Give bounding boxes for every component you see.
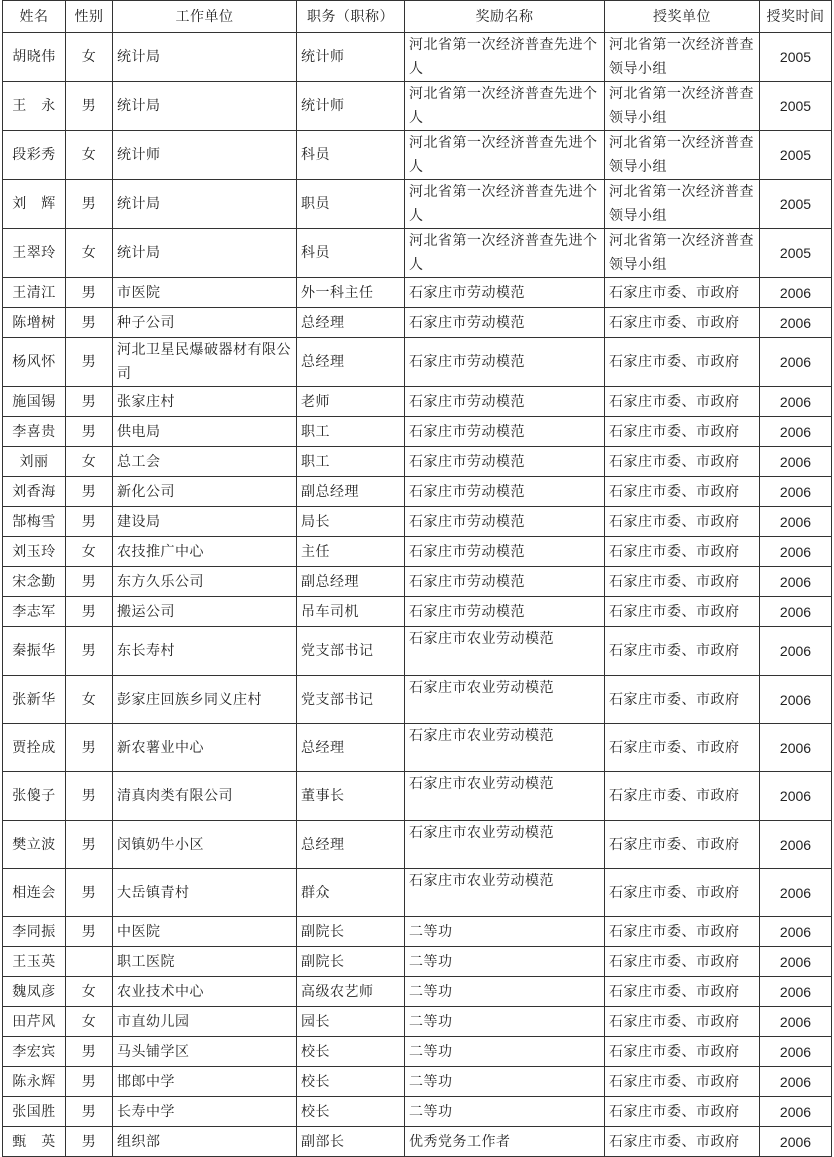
cell-grantor: 石家庄市委、市政府 xyxy=(605,477,760,507)
column-header-grantor: 授奖单位 xyxy=(605,1,760,33)
cell-name: 李喜贵 xyxy=(3,417,66,447)
cell-name: 刘香海 xyxy=(3,477,66,507)
cell-title: 科员 xyxy=(297,131,405,180)
table-row xyxy=(3,338,832,387)
cell-gender: 女 xyxy=(66,537,113,567)
cell-award: 二等功 xyxy=(405,977,605,1007)
cell-award: 河北省第一次经济普查先进个人 xyxy=(405,180,605,229)
cell-title: 统计师 xyxy=(297,82,405,131)
cell-title: 校长 xyxy=(297,1097,405,1127)
cell-title: 职工 xyxy=(297,417,405,447)
cell-unit: 组织部 xyxy=(113,1127,297,1157)
table-row xyxy=(3,1127,832,1157)
cell-award: 石家庄市劳动模范 xyxy=(405,417,605,447)
cell-title: 副院长 xyxy=(297,917,405,947)
cell-gender: 女 xyxy=(66,447,113,477)
cell-year: 2006 xyxy=(760,537,832,567)
cell-gender: 男 xyxy=(66,627,113,676)
table-row xyxy=(3,180,832,229)
cell-title: 校长 xyxy=(297,1037,405,1067)
cell-year: 2006 xyxy=(760,278,832,308)
cell-unit: 长寿中学 xyxy=(113,1097,297,1127)
cell-title: 总经理 xyxy=(297,821,405,869)
cell-year: 2006 xyxy=(760,507,832,537)
cell-year: 2006 xyxy=(760,947,832,977)
cell-award: 二等功 xyxy=(405,1007,605,1037)
cell-grantor: 石家庄市委、市政府 xyxy=(605,977,760,1007)
cell-gender: 男 xyxy=(66,338,113,387)
cell-title: 主任 xyxy=(297,537,405,567)
cell-unit: 农技推广中心 xyxy=(113,537,297,567)
cell-name: 甄 英 xyxy=(3,1127,66,1157)
cell-award: 二等功 xyxy=(405,1097,605,1127)
table-body xyxy=(3,33,832,1157)
cell-year: 2006 xyxy=(760,1067,832,1097)
cell-title: 老师 xyxy=(297,387,405,417)
cell-grantor: 河北省第一次经济普查领导小组 xyxy=(605,229,760,278)
cell-year: 2005 xyxy=(760,131,832,180)
cell-year: 2005 xyxy=(760,180,832,229)
cell-gender: 女 xyxy=(66,33,113,82)
cell-award: 石家庄市劳动模范 xyxy=(405,567,605,597)
table-row xyxy=(3,1067,832,1097)
cell-grantor: 河北省第一次经济普查领导小组 xyxy=(605,33,760,82)
cell-title: 吊车司机 xyxy=(297,597,405,627)
cell-unit: 种子公司 xyxy=(113,308,297,338)
cell-gender: 男 xyxy=(66,724,113,772)
cell-gender: 男 xyxy=(66,387,113,417)
cell-name: 张新华 xyxy=(3,676,66,724)
cell-year: 2005 xyxy=(760,82,832,131)
cell-gender: 女 xyxy=(66,229,113,278)
cell-name: 田芹风 xyxy=(3,1007,66,1037)
cell-gender: 男 xyxy=(66,507,113,537)
cell-award: 石家庄市劳动模范 xyxy=(405,387,605,417)
cell-title: 副部长 xyxy=(297,1127,405,1157)
cell-unit: 清真肉类有限公司 xyxy=(113,772,297,821)
cell-title: 总经理 xyxy=(297,724,405,772)
cell-name: 刘 辉 xyxy=(3,180,66,229)
cell-year: 2006 xyxy=(760,447,832,477)
cell-gender: 男 xyxy=(66,869,113,917)
cell-name: 胡晓伟 xyxy=(3,33,66,82)
cell-gender: 男 xyxy=(66,308,113,338)
cell-name: 李宏宾 xyxy=(3,1037,66,1067)
cell-gender: 男 xyxy=(66,1127,113,1157)
cell-year: 2005 xyxy=(760,229,832,278)
cell-name: 陈增树 xyxy=(3,308,66,338)
cell-grantor: 河北省第一次经济普查领导小组 xyxy=(605,180,760,229)
cell-title: 科员 xyxy=(297,229,405,278)
cell-unit: 马头铺学区 xyxy=(113,1037,297,1067)
cell-award: 石家庄市农业劳动模范 xyxy=(405,676,605,724)
cell-title: 外一科主任 xyxy=(297,278,405,308)
cell-grantor: 河北省第一次经济普查领导小组 xyxy=(605,131,760,180)
table-row xyxy=(3,627,832,676)
cell-year: 2006 xyxy=(760,1037,832,1067)
table-row xyxy=(3,772,832,821)
cell-name: 王清江 xyxy=(3,278,66,308)
cell-year: 2006 xyxy=(760,338,832,387)
cell-award: 石家庄市农业劳动模范 xyxy=(405,724,605,772)
cell-award: 石家庄市劳动模范 xyxy=(405,477,605,507)
cell-unit: 职工医院 xyxy=(113,947,297,977)
cell-title: 校长 xyxy=(297,1067,405,1097)
cell-year: 2006 xyxy=(760,477,832,507)
cell-gender: 男 xyxy=(66,1067,113,1097)
cell-award: 石家庄市劳动模范 xyxy=(405,597,605,627)
cell-gender: 男 xyxy=(66,477,113,507)
cell-title: 局长 xyxy=(297,507,405,537)
cell-grantor: 石家庄市委、市政府 xyxy=(605,676,760,724)
table-row xyxy=(3,229,832,278)
cell-award: 石家庄市劳动模范 xyxy=(405,507,605,537)
cell-name: 相连会 xyxy=(3,869,66,917)
cell-grantor: 石家庄市委、市政府 xyxy=(605,772,760,821)
table-row xyxy=(3,278,832,308)
table-row xyxy=(3,507,832,537)
cell-gender: 男 xyxy=(66,278,113,308)
cell-award: 二等功 xyxy=(405,947,605,977)
table-row xyxy=(3,417,832,447)
cell-name: 王翠玲 xyxy=(3,229,66,278)
cell-award: 石家庄市劳动模范 xyxy=(405,278,605,308)
cell-year: 2006 xyxy=(760,567,832,597)
cell-unit: 农业技术中心 xyxy=(113,977,297,1007)
cell-title: 副院长 xyxy=(297,947,405,977)
cell-grantor: 石家庄市委、市政府 xyxy=(605,1067,760,1097)
cell-year: 2006 xyxy=(760,308,832,338)
cell-unit: 彭家庄回族乡同义庄村 xyxy=(113,676,297,724)
table-row xyxy=(3,82,832,131)
cell-name: 樊立波 xyxy=(3,821,66,869)
award-table-container xyxy=(2,0,831,1157)
cell-unit: 东长寿村 xyxy=(113,627,297,676)
cell-year: 2006 xyxy=(760,724,832,772)
cell-name: 陈永辉 xyxy=(3,1067,66,1097)
table-row xyxy=(3,567,832,597)
cell-name: 秦振华 xyxy=(3,627,66,676)
cell-year: 2006 xyxy=(760,1127,832,1157)
cell-unit: 新农薯业中心 xyxy=(113,724,297,772)
cell-grantor: 石家庄市委、市政府 xyxy=(605,869,760,917)
table-row xyxy=(3,33,832,82)
cell-title: 群众 xyxy=(297,869,405,917)
cell-title: 党支部书记 xyxy=(297,676,405,724)
cell-year: 2006 xyxy=(760,627,832,676)
cell-unit: 河北卫星民爆破器材有限公司 xyxy=(113,338,297,387)
cell-gender: 男 xyxy=(66,417,113,447)
cell-unit: 市医院 xyxy=(113,278,297,308)
cell-award: 石家庄市农业劳动模范 xyxy=(405,772,605,821)
cell-gender: 男 xyxy=(66,82,113,131)
cell-award: 石家庄市农业劳动模范 xyxy=(405,627,605,676)
table-row xyxy=(3,131,832,180)
table-row xyxy=(3,1007,832,1037)
cell-year: 2006 xyxy=(760,772,832,821)
table-row xyxy=(3,1037,832,1067)
cell-title: 副总经理 xyxy=(297,477,405,507)
table-row xyxy=(3,821,832,869)
table-row xyxy=(3,917,832,947)
cell-unit: 统计局 xyxy=(113,180,297,229)
cell-gender: 男 xyxy=(66,1097,113,1127)
cell-unit: 建设局 xyxy=(113,507,297,537)
cell-grantor: 石家庄市委、市政府 xyxy=(605,278,760,308)
cell-gender: 男 xyxy=(66,1037,113,1067)
cell-year: 2006 xyxy=(760,977,832,1007)
cell-award: 河北省第一次经济普查先进个人 xyxy=(405,229,605,278)
cell-name: 张国胜 xyxy=(3,1097,66,1127)
cell-gender: 男 xyxy=(66,917,113,947)
table-row xyxy=(3,724,832,772)
cell-name: 郜梅雪 xyxy=(3,507,66,537)
cell-award: 石家庄市劳动模范 xyxy=(405,537,605,567)
cell-unit: 统计师 xyxy=(113,131,297,180)
cell-award: 二等功 xyxy=(405,1067,605,1097)
cell-name: 段彩秀 xyxy=(3,131,66,180)
cell-name: 刘玉玲 xyxy=(3,537,66,567)
cell-unit: 统计局 xyxy=(113,82,297,131)
cell-year: 2006 xyxy=(760,1097,832,1127)
column-header-title: 职务（职称） xyxy=(297,1,405,33)
column-header-year: 授奖时间 xyxy=(760,1,832,33)
cell-gender: 女 xyxy=(66,676,113,724)
table-row xyxy=(3,447,832,477)
cell-gender: 男 xyxy=(66,597,113,627)
cell-unit: 市直幼儿园 xyxy=(113,1007,297,1037)
cell-grantor: 石家庄市委、市政府 xyxy=(605,1127,760,1157)
cell-gender: 男 xyxy=(66,567,113,597)
table-row xyxy=(3,869,832,917)
cell-title: 高级农艺师 xyxy=(297,977,405,1007)
table-row xyxy=(3,977,832,1007)
cell-name: 王玉英 xyxy=(3,947,66,977)
cell-gender: 男 xyxy=(66,772,113,821)
cell-title: 职员 xyxy=(297,180,405,229)
cell-grantor: 石家庄市委、市政府 xyxy=(605,597,760,627)
cell-name: 张傻子 xyxy=(3,772,66,821)
cell-name: 施国锡 xyxy=(3,387,66,417)
cell-name: 李志军 xyxy=(3,597,66,627)
cell-unit: 邯郎中学 xyxy=(113,1067,297,1097)
cell-unit: 大岳镇青村 xyxy=(113,869,297,917)
cell-title: 统计师 xyxy=(297,33,405,82)
cell-name: 李同振 xyxy=(3,917,66,947)
cell-grantor: 石家庄市委、市政府 xyxy=(605,417,760,447)
cell-unit: 总工会 xyxy=(113,447,297,477)
cell-year: 2006 xyxy=(760,869,832,917)
cell-name: 王 永 xyxy=(3,82,66,131)
column-header-gender: 性别 xyxy=(66,1,113,33)
table-row xyxy=(3,477,832,507)
cell-unit: 供电局 xyxy=(113,417,297,447)
cell-award: 二等功 xyxy=(405,1037,605,1067)
cell-grantor: 石家庄市委、市政府 xyxy=(605,1097,760,1127)
cell-grantor: 石家庄市委、市政府 xyxy=(605,724,760,772)
cell-grantor: 石家庄市委、市政府 xyxy=(605,947,760,977)
cell-unit: 统计局 xyxy=(113,33,297,82)
award-table xyxy=(2,0,832,1157)
table-row xyxy=(3,676,832,724)
cell-grantor: 石家庄市委、市政府 xyxy=(605,1007,760,1037)
column-header-unit: 工作单位 xyxy=(113,1,297,33)
table-row xyxy=(3,1097,832,1127)
cell-name: 杨风怀 xyxy=(3,338,66,387)
cell-year: 2006 xyxy=(760,917,832,947)
cell-title: 党支部书记 xyxy=(297,627,405,676)
table-row xyxy=(3,537,832,567)
cell-unit: 东方久乐公司 xyxy=(113,567,297,597)
cell-grantor: 石家庄市委、市政府 xyxy=(605,537,760,567)
cell-award: 石家庄市劳动模范 xyxy=(405,338,605,387)
cell-title: 副总经理 xyxy=(297,567,405,597)
cell-gender: 男 xyxy=(66,821,113,869)
table-row xyxy=(3,387,832,417)
cell-award: 石家庄市劳动模范 xyxy=(405,447,605,477)
cell-title: 职工 xyxy=(297,447,405,477)
cell-title: 总经理 xyxy=(297,308,405,338)
cell-year: 2006 xyxy=(760,1007,832,1037)
cell-gender: 女 xyxy=(66,131,113,180)
cell-grantor: 石家庄市委、市政府 xyxy=(605,308,760,338)
table-row xyxy=(3,308,832,338)
cell-unit: 中医院 xyxy=(113,917,297,947)
table-row xyxy=(3,947,832,977)
cell-grantor: 石家庄市委、市政府 xyxy=(605,917,760,947)
cell-unit: 搬运公司 xyxy=(113,597,297,627)
cell-grantor: 石家庄市委、市政府 xyxy=(605,507,760,537)
header-row xyxy=(3,1,832,33)
cell-name: 刘丽 xyxy=(3,447,66,477)
cell-gender: 女 xyxy=(66,1007,113,1037)
cell-award: 石家庄市农业劳动模范 xyxy=(405,869,605,917)
cell-award: 河北省第一次经济普查先进个人 xyxy=(405,82,605,131)
cell-grantor: 石家庄市委、市政府 xyxy=(605,1037,760,1067)
cell-grantor: 石家庄市委、市政府 xyxy=(605,567,760,597)
cell-grantor: 石家庄市委、市政府 xyxy=(605,627,760,676)
cell-title: 总经理 xyxy=(297,338,405,387)
cell-name: 魏凤彦 xyxy=(3,977,66,1007)
cell-award: 二等功 xyxy=(405,917,605,947)
cell-grantor: 石家庄市委、市政府 xyxy=(605,338,760,387)
cell-gender xyxy=(66,947,113,977)
cell-award: 石家庄市农业劳动模范 xyxy=(405,821,605,869)
cell-year: 2006 xyxy=(760,597,832,627)
cell-unit: 张家庄村 xyxy=(113,387,297,417)
cell-year: 2005 xyxy=(760,33,832,82)
cell-grantor: 石家庄市委、市政府 xyxy=(605,387,760,417)
cell-award: 河北省第一次经济普查先进个人 xyxy=(405,131,605,180)
cell-year: 2006 xyxy=(760,387,832,417)
column-header-award: 奖励名称 xyxy=(405,1,605,33)
cell-year: 2006 xyxy=(760,821,832,869)
cell-name: 宋念勤 xyxy=(3,567,66,597)
cell-gender: 女 xyxy=(66,977,113,1007)
cell-award: 石家庄市劳动模范 xyxy=(405,308,605,338)
cell-unit: 新化公司 xyxy=(113,477,297,507)
cell-year: 2006 xyxy=(760,417,832,447)
cell-grantor: 河北省第一次经济普查领导小组 xyxy=(605,82,760,131)
column-header-name: 姓名 xyxy=(3,1,66,33)
cell-gender: 男 xyxy=(66,180,113,229)
cell-title: 园长 xyxy=(297,1007,405,1037)
cell-unit: 统计局 xyxy=(113,229,297,278)
cell-year: 2006 xyxy=(760,676,832,724)
cell-grantor: 石家庄市委、市政府 xyxy=(605,821,760,869)
cell-grantor: 石家庄市委、市政府 xyxy=(605,447,760,477)
cell-unit: 闵镇奶牛小区 xyxy=(113,821,297,869)
cell-award: 优秀党务工作者 xyxy=(405,1127,605,1157)
cell-name: 贾拴成 xyxy=(3,724,66,772)
cell-title: 董事长 xyxy=(297,772,405,821)
cell-award: 河北省第一次经济普查先进个人 xyxy=(405,33,605,82)
table-row xyxy=(3,597,832,627)
